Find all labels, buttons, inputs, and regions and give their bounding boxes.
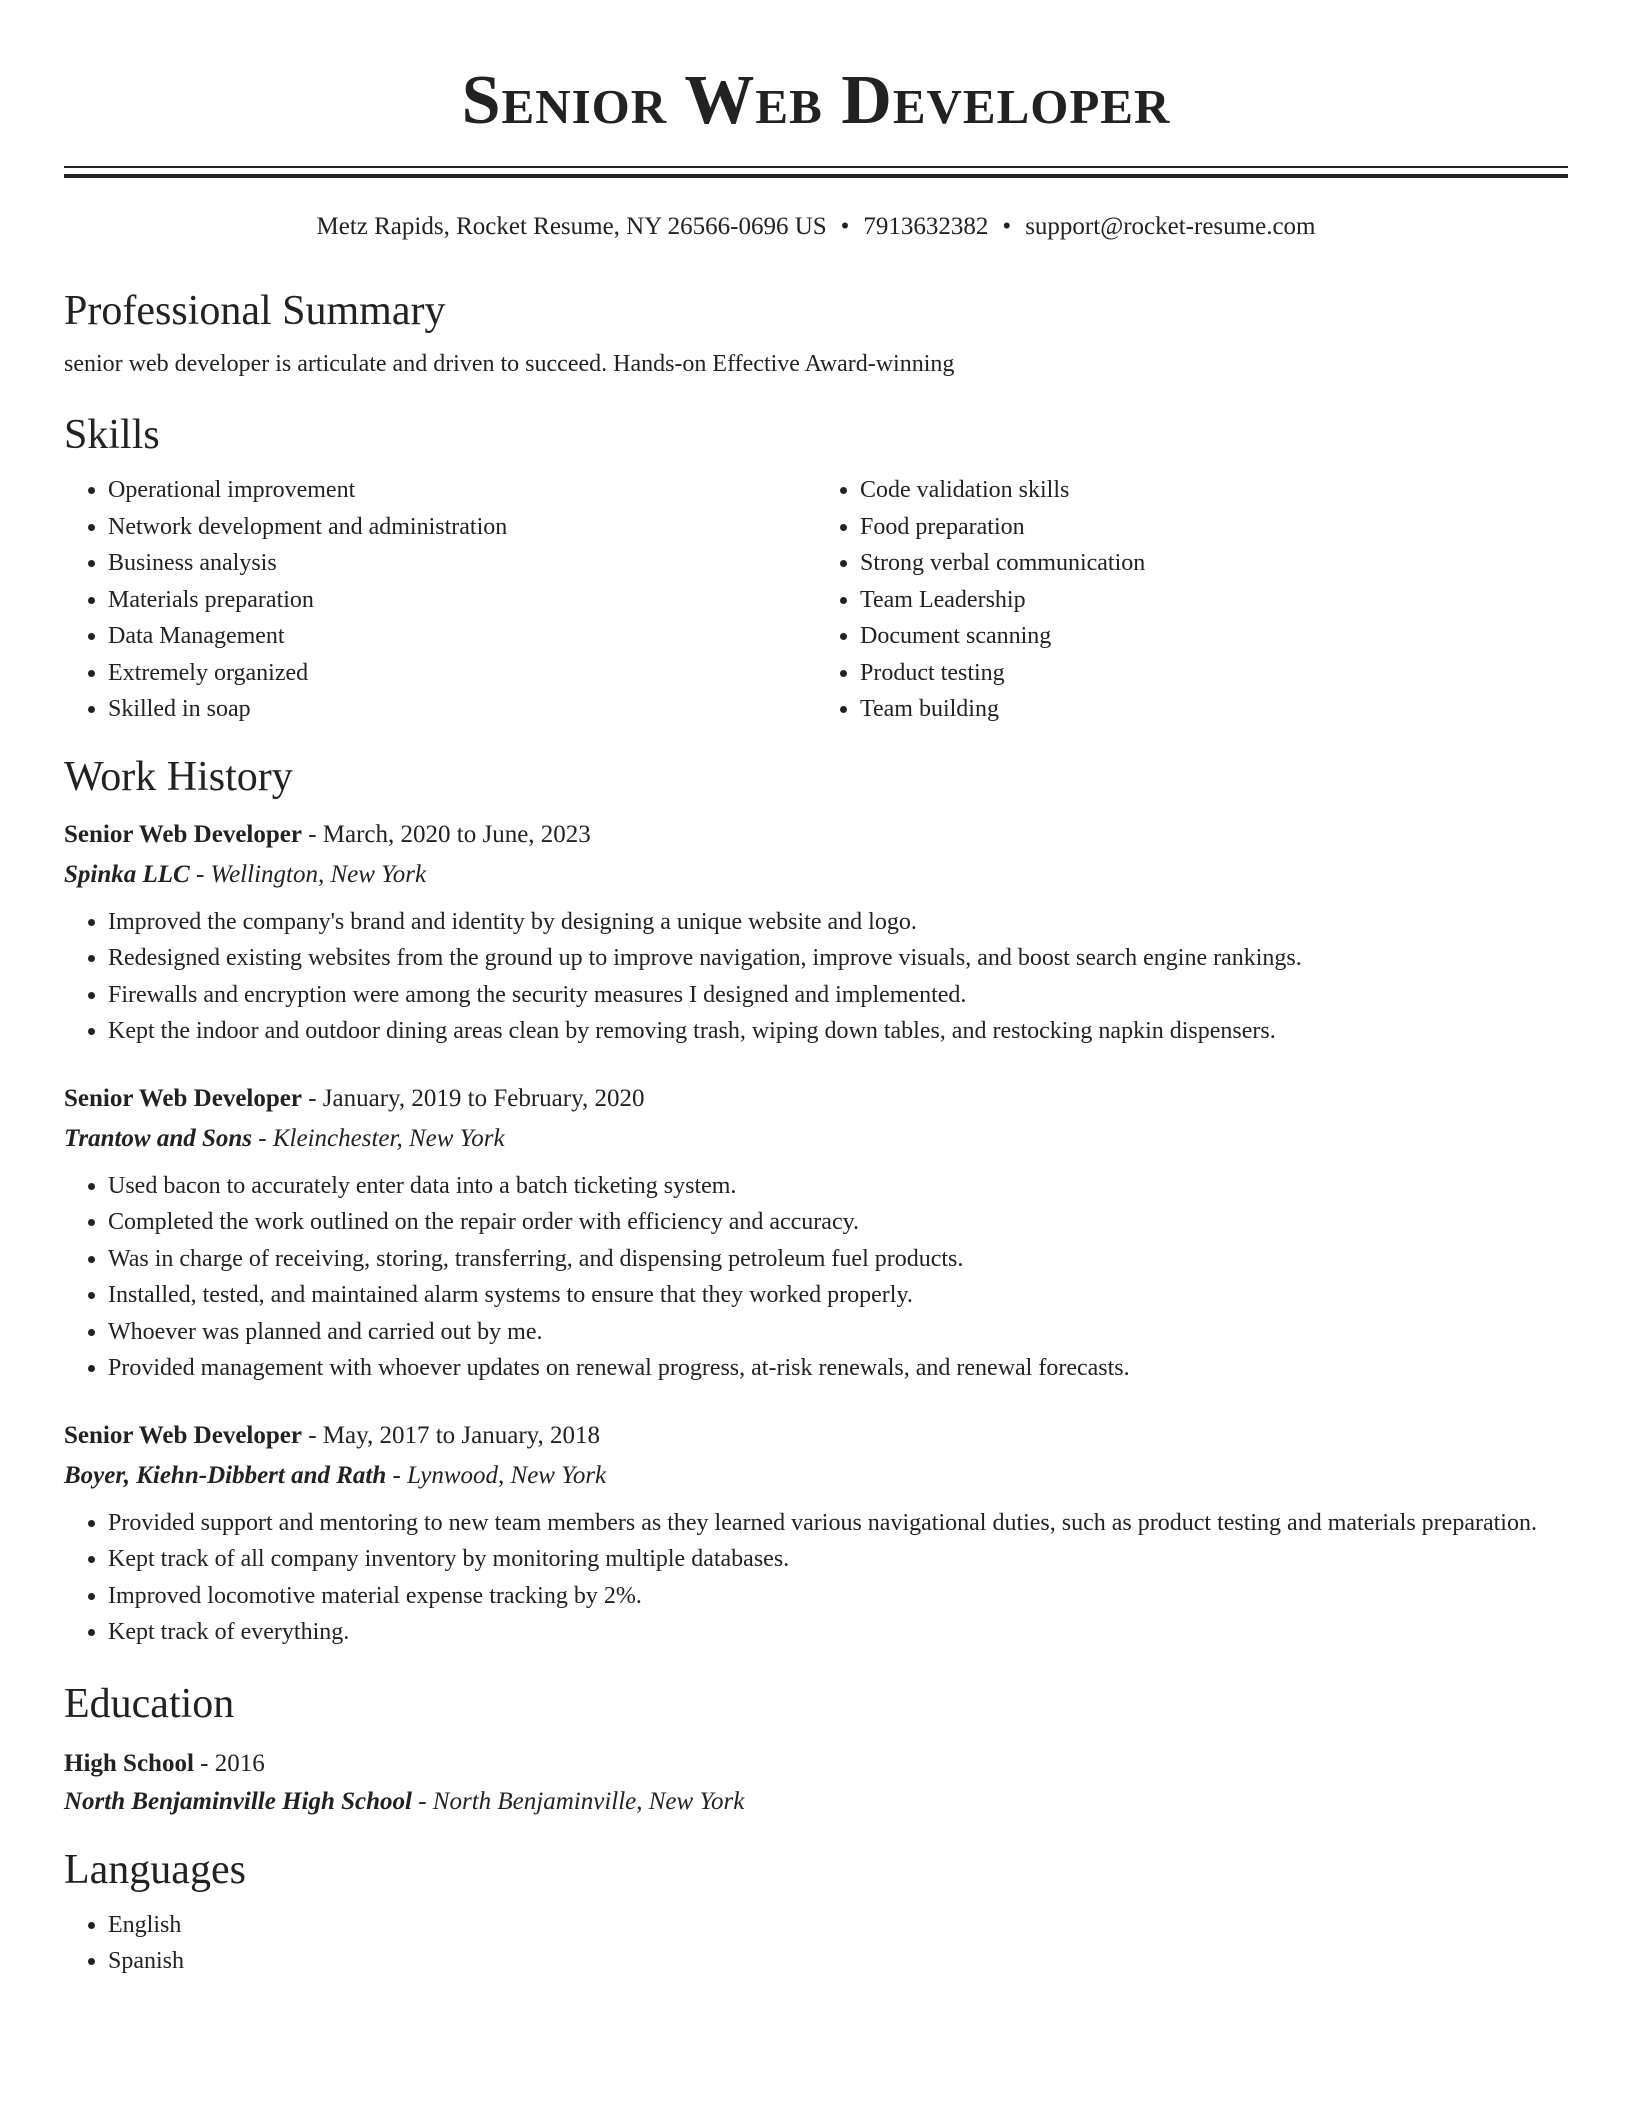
skill-item: • Extremely organized (108, 655, 816, 692)
job-bullets (64, 1168, 1568, 1387)
contact-email: support@rocket-resume.com (1025, 213, 1316, 240)
company-location: - Wellington, New York (189, 860, 427, 888)
contact-separator: • (1002, 213, 1012, 240)
job-bullet: • Redesigned existing websites from the ground up to improve navigation, improve visuals, and boost search engine rankings. (108, 940, 1568, 977)
job-bullet: • Installed, tested, and maintained alarm systems to ensure that they worked properly. (108, 1277, 1568, 1314)
company-name: Boyer, Kiehn-Dibbert and Rath (64, 1461, 387, 1489)
title-divider-thin (64, 166, 1568, 168)
skill-item: • Materials preparation (108, 582, 816, 619)
job-title: Senior Web Developer (64, 820, 302, 848)
education-heading: Education (64, 1680, 235, 1727)
job-entry (64, 1421, 1568, 1651)
summary-text: senior web developer is articulate and driven to succeed. Hands-on Effective Award-winning (64, 351, 955, 377)
languages-heading: Languages (64, 1846, 246, 1893)
skill-item: • Strong verbal communication (860, 545, 1568, 582)
skills-heading: Skills (64, 412, 160, 458)
job-title: Senior Web Developer (64, 1084, 302, 1112)
languages-list (64, 1907, 1568, 1980)
job-dates: - March, 2020 to June, 2023 (301, 820, 591, 848)
skills-columns (64, 472, 1568, 728)
job-entry (64, 820, 1568, 1050)
skill-item: • Team Leadership (860, 582, 1568, 619)
skill-item: • Data Management (108, 618, 816, 655)
job-dates: - May, 2017 to January, 2018 (301, 1421, 601, 1449)
job-bullet: • Improved the company's brand and identity by designing a unique website and logo. (108, 904, 1568, 941)
job-bullet: • Kept the indoor and outdoor dining areas clean by removing trash, wiping down tables, and restocking napkin dispensers. (108, 1013, 1568, 1050)
skill-item: • Product testing (860, 655, 1568, 692)
resume-title: Senior Web Developer (461, 62, 1171, 139)
skill-item: • Network development and administration (108, 509, 816, 546)
job-title-line (64, 1084, 1568, 1114)
job-bullet: • Completed the work outlined on the repair order with efficiency and accuracy. (108, 1204, 1568, 1241)
job-dates: - January, 2019 to February, 2020 (301, 1084, 645, 1112)
work-history-heading: Work History (64, 753, 293, 800)
job-title-line (64, 1421, 1568, 1451)
contact-phone: 7913632382 (863, 213, 989, 240)
skill-item: • Business analysis (108, 545, 816, 582)
contact-address: Metz Rapids, Rocket Resume, NY 26566-0696 US (316, 213, 827, 240)
education-school: North Benjaminville High School (64, 1787, 412, 1815)
education-degree: High School (64, 1749, 194, 1777)
company-line (64, 1124, 1568, 1154)
skill-item: • Code validation skills (860, 472, 1568, 509)
job-bullet: • Was in charge of receiving, storing, transferring, and dispensing petroleum fuel products. (108, 1241, 1568, 1278)
job-title-line (64, 820, 1568, 850)
education-degree-line (64, 1749, 1568, 1779)
job-bullets (64, 904, 1568, 1050)
job-bullet: • Kept track of all company inventory by monitoring multiple databases. (108, 1541, 1568, 1578)
job-bullet: • Improved locomotive material expense tracking by 2%. (108, 1578, 1568, 1615)
company-line (64, 1461, 1568, 1491)
language-item: • English (108, 1907, 1568, 1944)
job-bullet: • Kept track of everything. (108, 1614, 1568, 1651)
job-bullets (64, 1505, 1568, 1651)
job-bullet: • Whoever was planned and carried out by me. (108, 1314, 1568, 1351)
company-location: - Kleinchester, New York (252, 1124, 505, 1152)
skill-item: • Operational improvement (108, 472, 816, 509)
company-name: Trantow and Sons (64, 1124, 253, 1152)
skill-item: • Document scanning (860, 618, 1568, 655)
contact-line (64, 212, 1568, 242)
job-bullet: • Firewalls and encryption were among the security measures I designed and implemented. (108, 977, 1568, 1014)
skills-right-list (816, 472, 1568, 728)
education-location: - North Benjaminville, New York (411, 1787, 745, 1815)
education-school-line (64, 1787, 1568, 1817)
job-bullet: • Used bacon to accurately enter data into a batch ticketing system. (108, 1168, 1568, 1205)
languages-section (64, 1907, 1568, 1980)
language-item: • Spanish (108, 1943, 1568, 1980)
company-location: - Lynwood, New York (386, 1461, 607, 1489)
skills-left-list (64, 472, 816, 728)
job-bullet: • Provided support and mentoring to new team members as they learned various navigational duties, such as product testing and materials preparation. (108, 1505, 1568, 1542)
job-title: Senior Web Developer (64, 1421, 302, 1449)
job-bullet: • Provided management with whoever updates on renewal progress, at-risk renewals, and renewal forecasts. (108, 1350, 1568, 1387)
summary-heading: Professional Summary (64, 288, 446, 334)
contact-separator: • (840, 213, 850, 240)
skill-item: • Food preparation (860, 509, 1568, 546)
job-entry (64, 1084, 1568, 1387)
title-divider-thick (64, 174, 1568, 178)
skill-item: • Team building (860, 691, 1568, 728)
education-year: - 2016 (193, 1749, 265, 1777)
company-name: Spinka LLC (64, 860, 190, 888)
skill-item: • Skilled in soap (108, 691, 816, 728)
company-line (64, 860, 1568, 890)
